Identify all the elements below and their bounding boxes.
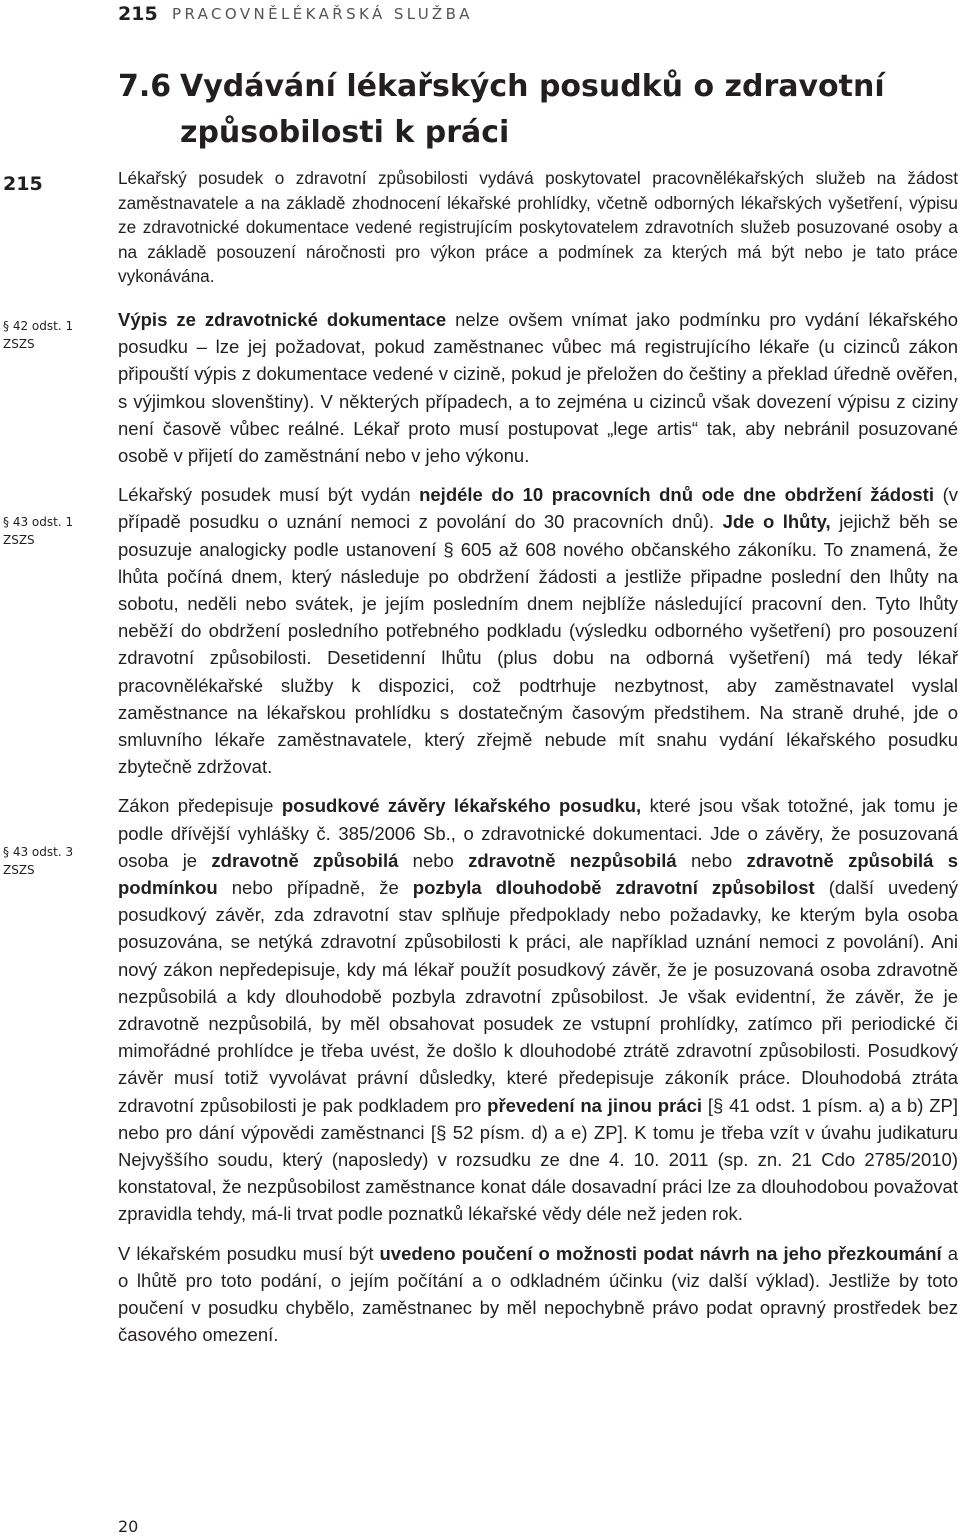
text-run: nebo [398,849,469,871]
text-run: (další uvedený posudkový závěr, zda zdravotní stav splňuje předpoklady nebo požadavky, ke kterým byla osoba posuzována, se netýká zdravotní způsobilosti k práci, ale například uznání nemoci z povolání). Ani nový zákon nepředepisuje, kdy má lékař použít posudkový závěr, že je posuzovaná osoba zdravotně nezpůsobilá a kdy dlouhodobě pozbyla zdravotní způsobilost. Je však evidentní, že závěr, že je zdravotně nezpůsobilá, by měl obsahovat posudek ze vstupní prohlídky, zatímco při periodické či mimořádné prohlídce je třeba uvést, že došlo k dlouhodobé ztrátě zdravotní způsobilosti. Posudkový závěr musí totiž vyvolávat právní důsledky, které předepisuje zákoník práce. Dlouhodobá ztráta zdravotní způsobilosti je pak podkladem pro [118,877,958,1116]
margin-reference [3,843,93,879]
text-run: V lékařském posudku musí být [118,1242,380,1264]
bold-text: Výpis ze zdravotnické dokumentace [118,308,447,330]
text-run: [§ 41 odst. 1 písm. a) a b) ZP] nebo pro dání výpovědi zaměstnanci [§ 52 písm. d) a e) ZP]. K tomu je třeba vzít v úvahu judikaturu Nejvyššího soudu, který (naposledy) v rozsudku ze dne 4. 10. 2011 (sp. zn. 21 Cdo 2785/2010) konstatoval, že nezpůsobilost zaměstnance konat dále dosavadní práci lze za dlouhodobou považovat zpravidla tehdy, má-li trvat podle poznatků lékařské vědy déle než jeden rok. [118,1094,958,1225]
text-run: nebo [676,849,747,871]
section-sign-icon: § [3,319,9,333]
body-paragraph [118,1240,958,1349]
body-paragraph [118,306,958,469]
text-run: Lékařský posudek o zdravotní způsobilosti vydává poskytovatel pracovnělékařských služeb na žádost zaměstnavatele a na základě zhodnocení lékařské prohlídky, včetně odborných lékařských vyšetření, výpisu ze zdravotnické dokumentace vedené registrujícím poskytovatelem zdravotních služeb posuzované osoby a na základě posouzení náročnosti pro výkon práce a podmínek za kterých má být nebo je tato práce vykonávána. [118,168,958,287]
bold-text: posudkové závěry lékařského posudku, [281,795,642,817]
text-run: nelze ovšem vnímat jako podmínku pro vydání lékařského posudku – lze jej požadovat, pokud zaměstnanec vůbec má registrujícího lékaře (u cizinců zákon připouští výpis z dokumentace vedené v cizině, pokud je přeložen do češtiny a překlad úředně ověřen, s výjimkou slovenštiny). V některých případech, a to zejména u cizinců však dovezení výpisu z ciziny není časově vůbec reálné. Lékař proto musí postupovat „lege artis“ tak, aby nebránil posuzované osobě v přijetí do zaměstnání nebo v jeho výkonu. [118,308,959,466]
bold-text: zdravotně nezpůsobilá [468,849,677,871]
section-title-line1: Vydávání lékařských posudků o zdravotní [180,69,885,104]
bold-text: Jde o lhůty, [722,511,831,533]
margin-reference-law: ZSZS [3,863,35,877]
margin-reference [3,513,93,549]
bold-text: převedení na jinou práci [487,1094,703,1116]
section-title [118,64,918,156]
body-paragraph [118,792,958,1227]
text-run: (v případě posudku o uznání nemoci z povolání do 30 pracovních dnů). [118,484,958,533]
margin-reference [3,317,93,353]
bold-text: uvedeno poučení o možnosti podat návrh na jeho přezkoumání [379,1242,942,1264]
text-run: nebo případně, že [217,877,413,899]
bold-text: pozbyla dlouhodobě zdravotní způsobilost [412,877,815,899]
body-text [118,166,958,1360]
section-title-line2: způsobilosti k práci [180,115,510,150]
bold-text: nejdéle do 10 pracovních dnů ode dne obdržení žádosti [419,484,934,506]
bold-text: zdravotně způsobilá s podmínkou [118,849,959,899]
margin-paragraph-number: 215 [3,173,43,195]
header-page-number: 215 [118,3,158,25]
bold-text: zdravotně způsobilá [211,849,399,871]
margin-reference-text: 43 odst. 3 [12,845,74,859]
text-run: Zákon předepisuje [118,795,282,817]
margin-reference-text: 42 odst. 1 [12,319,74,333]
margin-reference-law: ZSZS [3,533,35,547]
body-paragraph [118,481,958,780]
text-run: a o lhůtě pro toto podání, o jejím počítání a o odkladném účinku (viz další výklad). Jestliže by toto poučení v posudku chybělo, zaměstnanec by měl nepochybně právo podat opravný prostředek bez časového omezení. [118,1242,958,1346]
footer-page-number: 20 [118,1517,139,1536]
section-sign-icon: § [3,515,9,529]
text-run: jejichž běh se posuzuje analogicky podle ustanovení § 605 až 608 nového občanského zákoníku. To znamená, že lhůta počíná dnem, který následuje po obdržení žádosti a jestliže připadne poslední den lhůty na sobotu, neděli nebo svátek, je jejím posledním dnem nejblíže následující pracovní den. Tyto lhůty neběží do obdržení posledního potřebného podkladu (výsledku odborného vyšetření) pro posouzení zdravotní způsobilosti. Desetidenní lhůtu (plus dobu na odborná vyšetření) má tedy lékař pracovnělékařské služby k dispozici, což podtrhuje nezbytnost, aby zaměstnavatel vyslal zaměstnance na lékařskou prohlídku s dostatečným časovým předstihem. Na straně druhé, jde o smluvního lékaře zaměstnavatele, který zřejmě nebude mít snahu vydání lékařského posudku zbytečně zdržovat. [118,511,958,778]
section-number: 7.6 [118,69,172,104]
text-run: Lékařský posudek musí být vydán [118,484,420,506]
margin-reference-law: ZSZS [3,337,35,351]
text-run: které jsou však totožné, jak tomu je podle dřívější vyhlášky č. 385/2006 Sb., o zdravotnické dokumentaci. Jde o závěry, že posuzovaná osoba je [118,795,959,871]
running-title: PRACOVNĚLÉKAŘSKÁ SLUŽBA [172,5,473,23]
section-sign-icon: § [3,845,9,859]
margin-reference-text: 43 odst. 1 [12,515,74,529]
running-header [0,0,960,36]
body-paragraph [118,166,958,289]
